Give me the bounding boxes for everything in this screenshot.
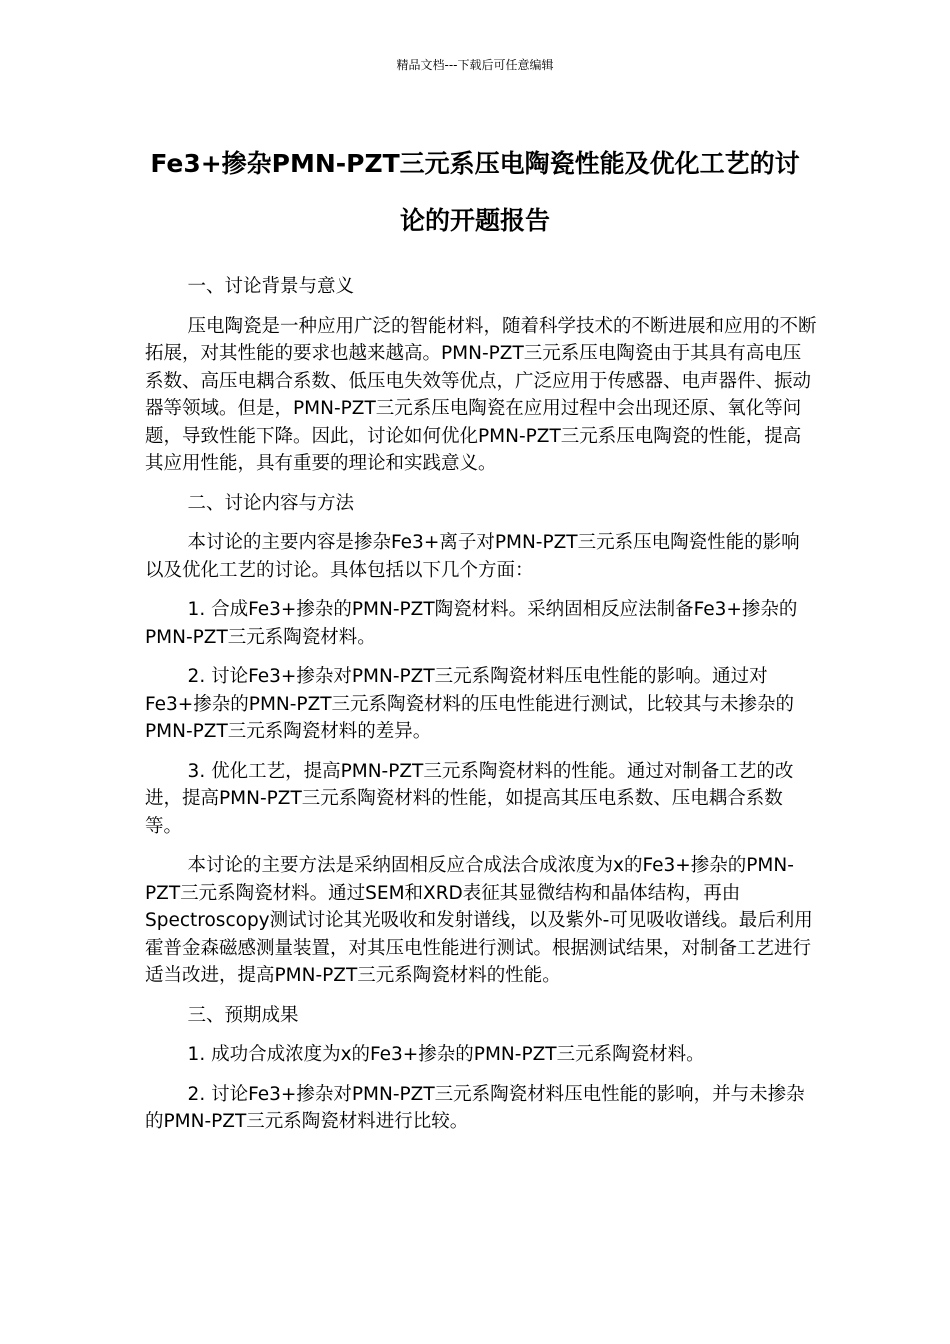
list-item-synthesis: 1. 合成Fe3+掺杂的PMN-PZT陶瓷材料。采纳固相反应法制备Fe3+掺杂的PMN-PZT三元系陶瓷材料。 xyxy=(145,599,798,648)
paragraph-content-intro: 本讨论的主要内容是掺杂Fe3+离子对PMN-PZT三元系压电陶瓷性能的影响以及优化工艺的讨论。具体包括以下几个方面： xyxy=(145,532,800,581)
section-heading-background: 一、讨论背景与意义 xyxy=(187,276,355,297)
list-item-doping-effect: 2. 讨论Fe3+掺杂对PMN-PZT三元系陶瓷材料压电性能的影响。通过对Fe3+掺杂的PMN-PZT三元系陶瓷材料的压电性能进行测试，比较其与未掺杂的PMN-PZT三元系陶瓷材料的差异。 xyxy=(145,666,795,742)
section-heading-expected-results: 三、预期成果 xyxy=(187,1004,299,1026)
list-item-result-comparison: 2. 讨论Fe3+掺杂对PMN-PZT三元系陶瓷材料压电性能的影响，并与未掺杂的PMN-PZT三元系陶瓷材料进行比较。 xyxy=(145,1083,805,1132)
section-heading-content-method: 二、讨论内容与方法 xyxy=(187,492,355,514)
list-item-result-synthesis: 1. 成功合成浓度为x的Fe3+掺杂的PMN-PZT三元系陶瓷材料。 xyxy=(187,1044,705,1065)
document-body xyxy=(145,273,817,1148)
document-title: Fe3+掺杂PMN-PZT三元系压电陶瓷性能及优化工艺的讨论的开题报告 xyxy=(150,149,800,235)
paragraph-method: 本讨论的主要方法是采纳固相反应合成法合成浓度为x的Fe3+掺杂的PMN-PZT三元系陶瓷材料。通过SEM和XRD表征其显微结构和晶体结构，再由Spectroscopy测试讨论其光吸收和发射谱线，以及紫外-可见吸收谱线。最后利用霍普金森磁感测量装置，对其压电性能进行测试。根据测试结果，对制备工艺进行适当改进，提高PMN-PZT三元系陶瓷材料的性能。 xyxy=(145,855,813,986)
list-item-process-optimization: 3. 优化工艺，提高PMN-PZT三元系陶瓷材料的性能。通过对制备工艺的改进，提高PMN-PZT三元系陶瓷材料的性能，如提高其压电系数、压电耦合系数等。 xyxy=(145,760,794,837)
page-header-note: 精品文档---下载后可任意编辑 xyxy=(396,58,554,72)
paragraph-background: 压电陶瓷是一种应用广泛的智能材料，随着科学技术的不断进展和应用的不断拓展，对其性能的要求也越来越高。PMN-PZT三元系压电陶瓷由于其具有高电压系数、高压电耦合系数、低压电失效等优点，广泛应用于传感器、电声器件、振动器等领域。但是，PMN-PZT三元系压电陶瓷在应用过程中会出现还原、氧化等问题，导致性能下降。因此，讨论如何优化PMN-PZT三元系压电陶瓷的性能，提高其应用性能，具有重要的理论和实践意义。 xyxy=(145,315,817,474)
